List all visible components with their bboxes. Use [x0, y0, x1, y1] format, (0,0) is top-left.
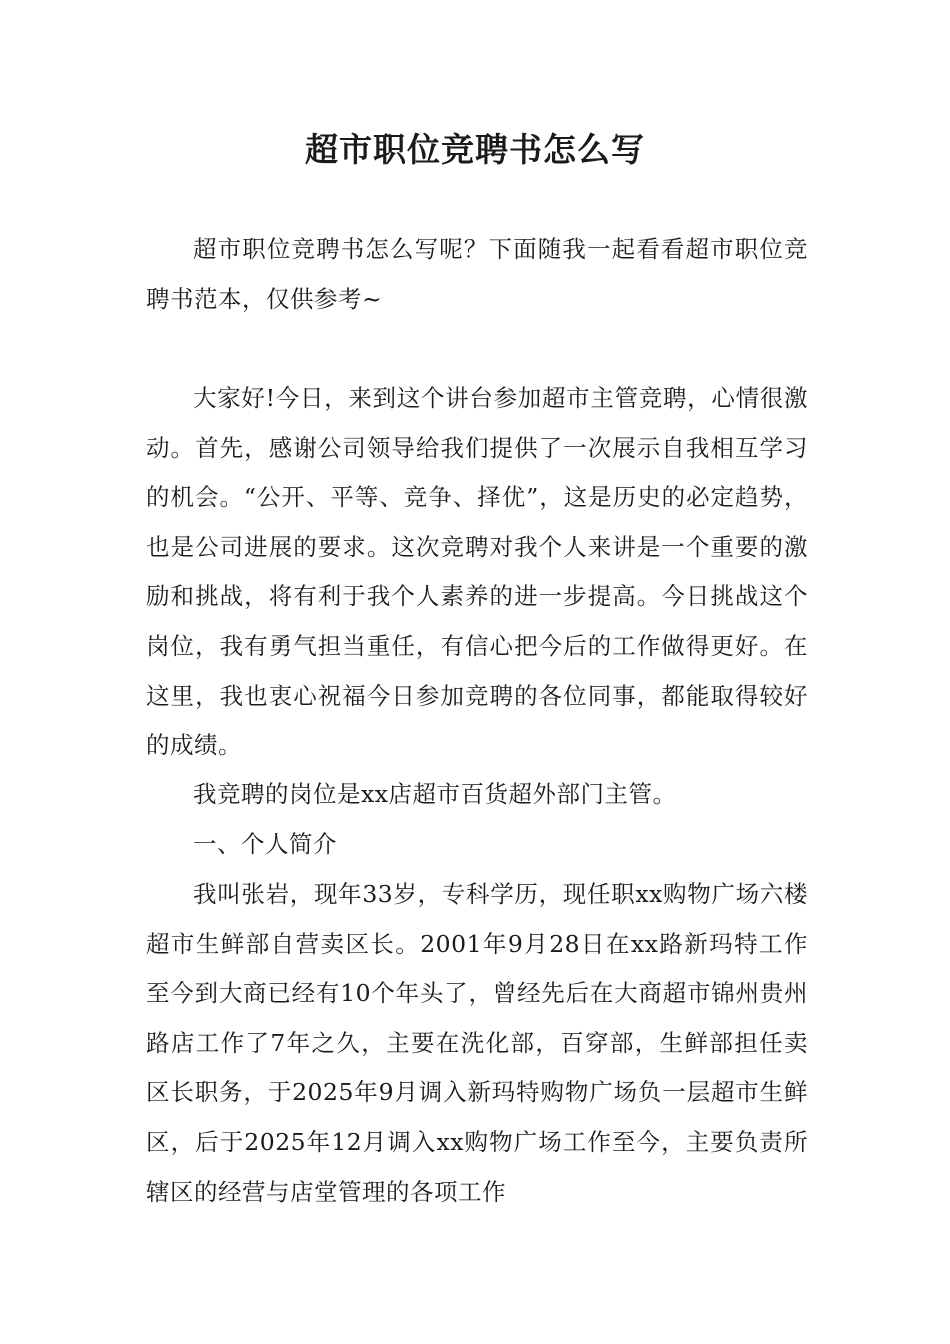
- position-paragraph: 我竞聘的岗位是xx店超市百货超外部门主管。: [193, 780, 677, 808]
- section-heading: 一、个人简介: [193, 830, 337, 858]
- document-title: 超市职位竞聘书怎么写: [305, 130, 645, 169]
- intro-paragraph: 超市职位竞聘书怎么写呢？下面随我一起看看超市职位竞聘书范本，仅供参考~: [146, 235, 808, 313]
- profile-paragraph: 我叫张岩，现年33岁，专科学历，现任职xx购物广场六楼超市生鲜部自营卖区长。2001年9月28日在xx路新玛特工作至今到大商已经有10个年头了，曾经先后在大商超市锦州贵州路店工作了7年之久，主要在洗化部，百穿部，生鲜部担任卖区长职务，于2025年9月调入新玛特购物广场负一层超市生鲜区，后于2025年12月调入xx购物广场工作至今，主要负责所辖区的经营与店堂管理的各项工作: [146, 880, 808, 1206]
- greeting-paragraph: 大家好!今日，来到这个讲台参加超市主管竞聘，心情很激动。首先，感谢公司领导给我们提供了一次展示自我相互学习的机会。“公开、平等、竞争、择优”，这是历史的必定趋势，也是公司进展的要求。这次竞聘对我个人来讲是一个重要的激励和挑战，将有利于我个人素养的进一步提高。今日挑战这个岗位，我有勇气担当重任，有信心把今后的工作做得更好。在这里，我也衷心祝福今日参加竞聘的各位同事，都能取得较好的成绩。: [146, 384, 808, 760]
